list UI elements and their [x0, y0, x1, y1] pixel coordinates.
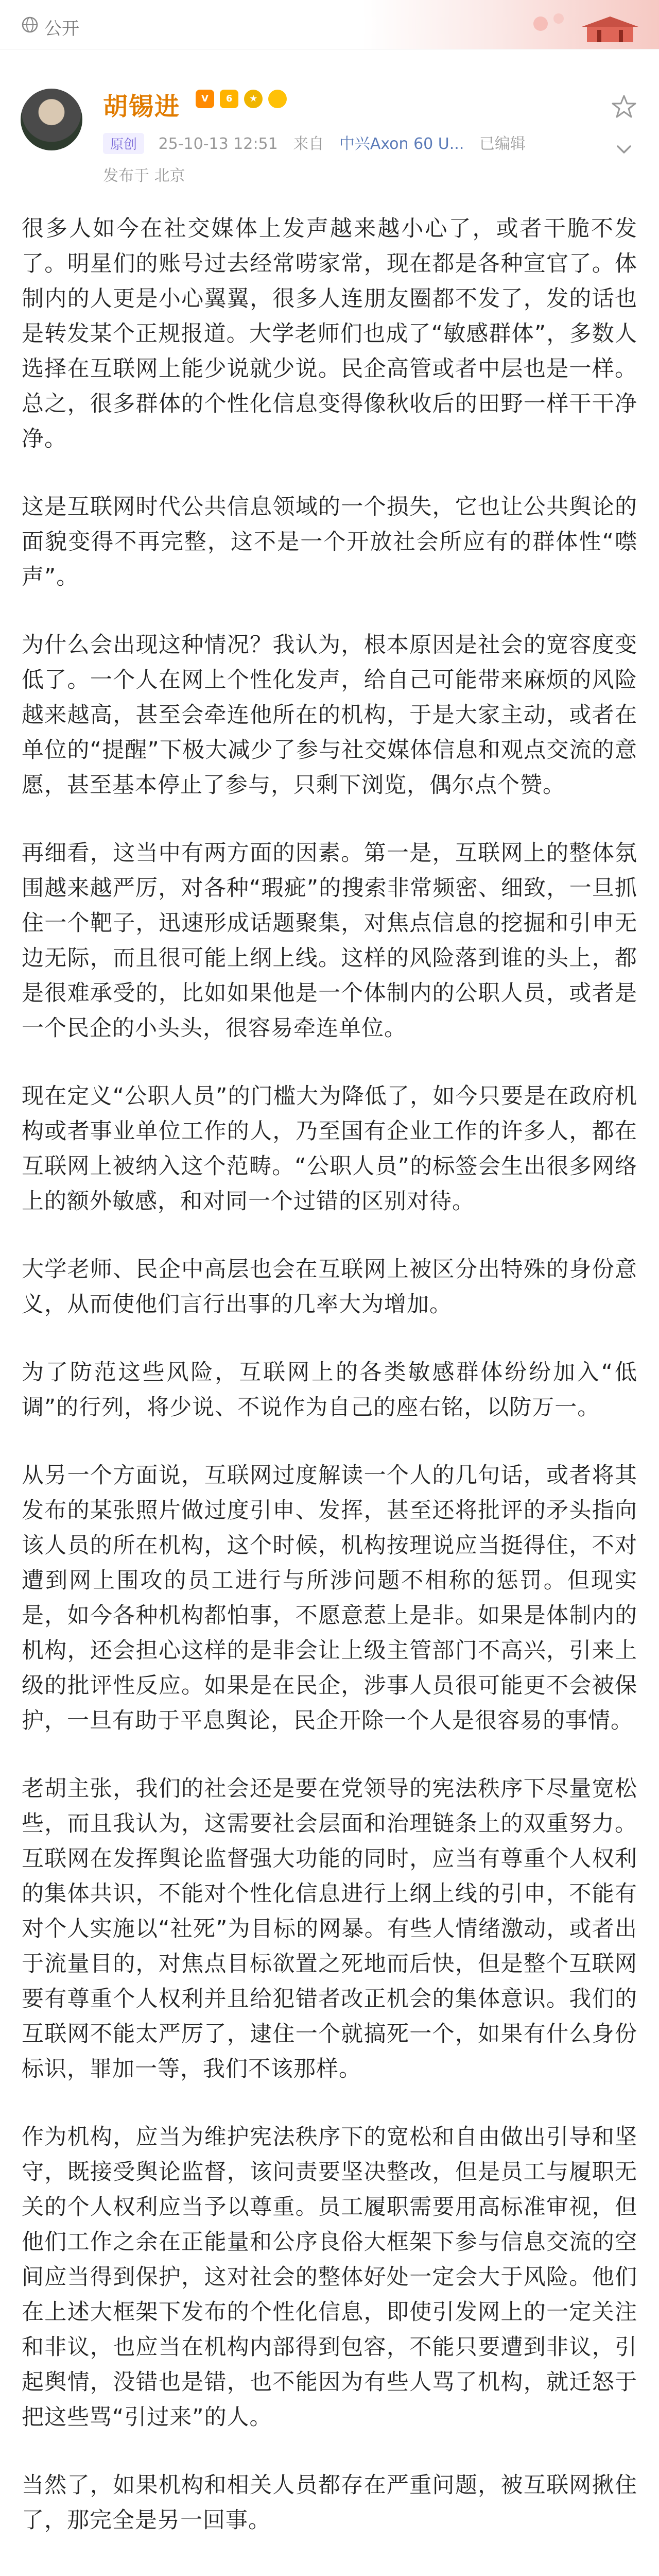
edited-label[interactable]: 已编辑 [479, 135, 526, 153]
globe-icon [21, 15, 39, 34]
gold-medal-icon[interactable]: ★ [244, 90, 263, 108]
post-paragraph: 现在定义“公职人员”的门槛大为降低了，如今只要是在政府机构或者事业单位工作的人，乃至国有企业工作的许多人，都在互联网上被纳入这个范畴。“公职人员”的标签会生出很多网络上的额外敏感，和对同一个过错的区别对待。 [22, 1083, 637, 1214]
post-header [0, 62, 659, 191]
vip-icon[interactable] [268, 90, 287, 108]
post-paragraph: 作为机构，应当为维护宪法秩序下的宽松和自由做出引导和坚守，既接受舆论监督，该问责要坚决整改，但是员工与履职无关的个人权利应当予以尊重。员工履职需要用高标准审视，但他们工作之余在正能量和公序良俗大框架下参与信息交流的空间应当得到保护，这对社会的整体好处一定会大于风险。他们在上述大框架下发布的个性化信息，即使引发网上的一定关注和非议，也应当在机构内部得到包容，不能只要遭到非议，引起舆情，没错也是错，也不能因为有些人骂了机构，就迁怒于把这些骂“引过来”的人。 [22, 2124, 637, 2430]
post-paragraph: 从另一个方面说，互联网过度解读一个人的几句话，或者将其发布的某张照片做过度引申、发挥，甚至还将批评的矛头指向该人员的所在机构，这个时候，机构按理说应当挺得住，不对遭到网上围攻的员工进行与所涉问题不相称的惩罚。但现实是，如今各种机构都怕事，不愿意惹上是非。如果是体制内的机构，还会担心这样的是非会让上级主管部门不高兴，引来上级的批评性反应。如果是在民企，涉事人员很可能更不会被保护，一旦有助于平息舆论，民企开除一个人是很容易的事情。 [22, 1463, 637, 1734]
post-paragraph: 大学老师、民企中高层也会在互联网上被区分出特殊的身份意义，从而使他们言行出事的几率大为增加。 [22, 1257, 637, 1317]
post-paragraph: 当然了，如果机构和相关人员都存在严重问题，被互联网揪住了，那完全是另一回事。 [22, 2472, 637, 2533]
post-meta [103, 131, 536, 154]
level-icon[interactable]: 6 [220, 90, 238, 108]
post-paragraph [22, 2571, 637, 2576]
username[interactable]: 胡锡进 [103, 92, 181, 121]
post-paragraph: 再细看，这当中有两方面的因素。第一是，互联网上的整体氛围越来越严厉，对各种“瑕疵”的搜索非常频密、细致，一旦抓住一个靶子，迅速形成话题聚集，对焦点信息的挖掘和引申无边无际，而且很可能上纲上线。这样的风险落到谁的头上，都是很难承受的，比如如果他是一个体制内的公职人员，或者是一个民企的小头头，很容易牵连单位。 [22, 840, 637, 1041]
post-paragraph: 老胡主张，我们的社会还是要在党领导的宪法秩序下尽量宽松些，而且我认为，这需要社会层面和治理链条上的双重努力。互联网在发挥舆论监督强大功能的同时，应当有尊重个人权利的集体共识，不能对个性化信息进行上纲上线的引申，不能有对个人实施以“社死”为目标的网暴。有些人情绪激动，或者出于流量目的，对焦点目标欲置之死地而后快，但是整个互联网要有尊重个人权利并且给犯错者改正机会的集体意识。我们的互联网不能太严厉了，逮住一个就搞死一个，如果有什么身份标识，罪加一等，我们不该那样。 [22, 1776, 637, 2082]
post-paragraph: 这是互联网时代公共信息领域的一个损失，它也让公共舆论的面貌变得不再完整，这不是一个开放社会所应有的群体性“噤声”。 [22, 494, 637, 590]
verified-v-icon[interactable]: V [196, 90, 214, 108]
festival-banner-image [510, 3, 644, 46]
post-paragraph: 很多人如今在社交媒体上发声越来越小心了，或者干脆不发了。明星们的账号过去经常唠家常，现在都是各种宣官了。体制内的人更是小心翼翼，很多人连朋友圈都不发了，发的话也是转发某个正规报道。大学老师们也成了“敏感群体”，多数人选择在互联网上能少说就少说。民企高管或者中层也是一样。总之，很多群体的个性化信息变得像秋收后的田野一样干干净净。 [22, 216, 637, 452]
user-badges [196, 90, 290, 112]
post-timestamp: 25-10-13 12:51 [158, 135, 278, 153]
visibility-label[interactable]: 公开 [44, 19, 79, 39]
top-bar [0, 0, 659, 49]
chevron-down-icon[interactable] [614, 139, 634, 160]
original-tag: 原创 [103, 133, 144, 154]
source-prefix: 来自 [293, 135, 324, 153]
device-link[interactable]: 中兴Axon 60 U... [339, 135, 464, 153]
star-outline-icon[interactable] [610, 93, 638, 122]
avatar[interactable] [21, 89, 82, 150]
post-body [22, 211, 637, 2576]
post-paragraph: 为什么会出现这种情况？我认为，根本原因是社会的宽容度变低了。一个人在网上个性化发声，给自己可能带来麻烦的风险越来越高，甚至会牵连他所在的机构，于是大家主动，或者在单位的“提醒”下极大减少了参与社交媒体信息和观点交流的意愿，甚至基本停止了参与，只剩下浏览，偶尔点个赞。 [22, 632, 637, 798]
post-paragraph: 为了防范这些风险，互联网上的各类敏感群体纷纷加入“低调”的行列，将少说、不说作为自己的座右铭，以防万一。 [22, 1360, 637, 1420]
post-location: 发布于 北京 [103, 167, 185, 185]
